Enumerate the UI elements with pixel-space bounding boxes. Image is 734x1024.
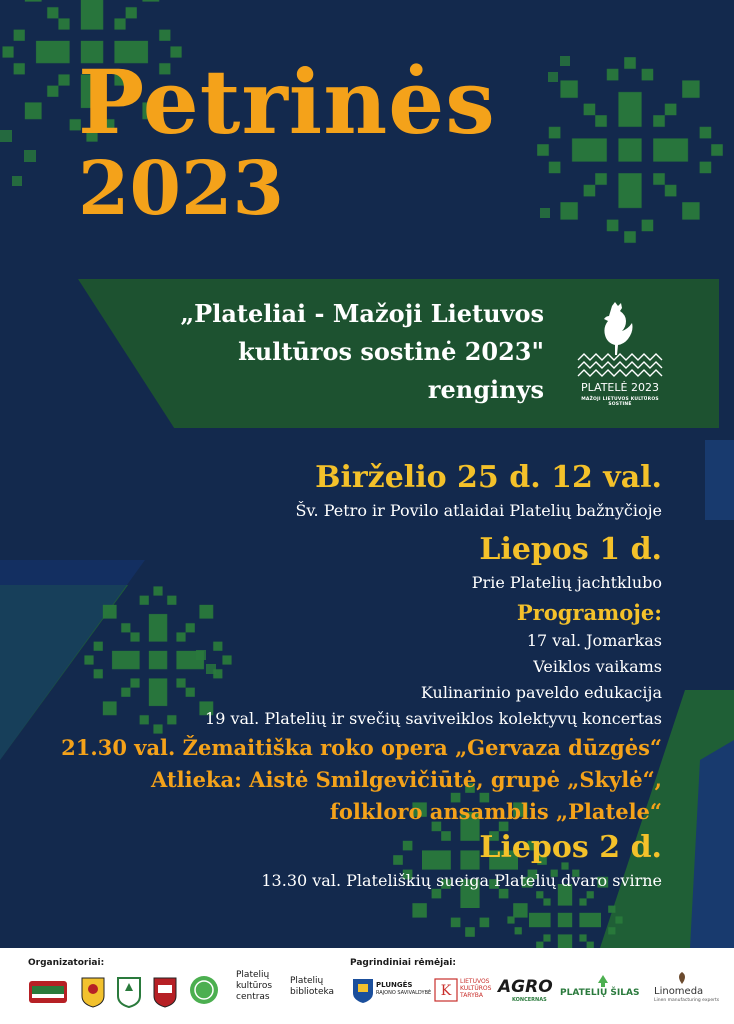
event-title	[78, 50, 496, 232]
highlight-performers: Atlieka: Aistė Smilgevičiūtė, grupė „Skylė“,	[150, 767, 662, 792]
sponsor-taryba: LIETUVOS KULTŪROS TARYBA	[460, 978, 492, 999]
organizer-logo-2	[80, 976, 106, 1008]
sponsor-plunges: PLUNGĖS RAJONO SAVIVALDYBĖ	[376, 981, 432, 996]
date-july-1: Liepos 1 d.	[479, 532, 662, 567]
rooster-icon	[604, 302, 633, 355]
logo-title: PLATELĖ 2023	[581, 381, 659, 394]
org-library: Platelių biblioteka	[290, 976, 335, 997]
linomeda-icon	[672, 970, 692, 986]
sponsor-linomeda-sub: Linen manufacturing experts	[654, 998, 720, 1003]
sponsor-linomeda: Linomeda	[654, 986, 704, 997]
tree-icon	[596, 974, 610, 988]
organizer-logo-4	[152, 976, 178, 1008]
banner-line1: „Plateliai - Mažoji Lietuvos	[180, 299, 544, 328]
highlight-ensemble: folkloro ansamblis „Platele“	[329, 799, 662, 824]
logo-subtitle: MAŽOJI LIETUVOS KULTŪROS SOSTINĖ	[581, 397, 659, 407]
programme-item: 17 val. Jomarkas	[526, 631, 662, 650]
date-july-2-description: 13.30 val. Plateliškių sueiga Platelių dvaro svirne	[261, 871, 662, 890]
programme-label: Programoje:	[516, 600, 662, 625]
title-line1: Petrinės	[78, 50, 496, 154]
date-july-2: Liepos 2 d.	[479, 830, 662, 865]
organizer-logo-3	[116, 976, 142, 1008]
program-section	[22, 458, 662, 894]
kulturos-taryba-logo	[434, 978, 458, 1002]
sponsor-agro-sub: KONCERNAS	[512, 997, 547, 1003]
date-june-25: Birželio 25 d. 12 val.	[315, 460, 662, 495]
title-year: 2023	[78, 146, 284, 232]
organizer-logo-5	[189, 975, 219, 1005]
sponsors-label: Pagrindiniai rėmėjai:	[350, 958, 456, 968]
organizers-label: Organizatoriai:	[28, 958, 105, 968]
banner-line3: renginys	[427, 375, 544, 404]
footer	[0, 948, 734, 1024]
date-july-1-description: Prie Platelių jachtklubo	[471, 573, 662, 592]
banner-line2: kultūros sostinė 2023"	[238, 337, 544, 366]
pattern-band-icon	[578, 354, 662, 376]
plunges-crest-icon	[352, 978, 374, 1004]
sponsor-silas: PLATELIŲ ŠILAS	[560, 988, 640, 998]
sponsor-agro: AGRO	[498, 977, 553, 997]
k-letter: K	[440, 983, 452, 999]
org-culture-centre: Platelių kultūros centras	[236, 970, 273, 1002]
date-june-25-description: Šv. Petro ir Povilo atlaidai Platelių bažnyčioje	[295, 501, 662, 520]
programme-item: Kulinarinio paveldo edukacija	[420, 683, 662, 702]
organizer-logo-1	[28, 978, 68, 1008]
highlight-opera: 21.30 val. Žemaitiška roko opera „Gervaza dūzgės“	[61, 735, 662, 760]
banner-text	[124, 295, 544, 409]
programme-item: Veiklos vaikams	[533, 657, 662, 676]
programme-item: 19 val. Platelių ir svečių saviveiklos kolektyvų koncertas	[205, 709, 662, 728]
